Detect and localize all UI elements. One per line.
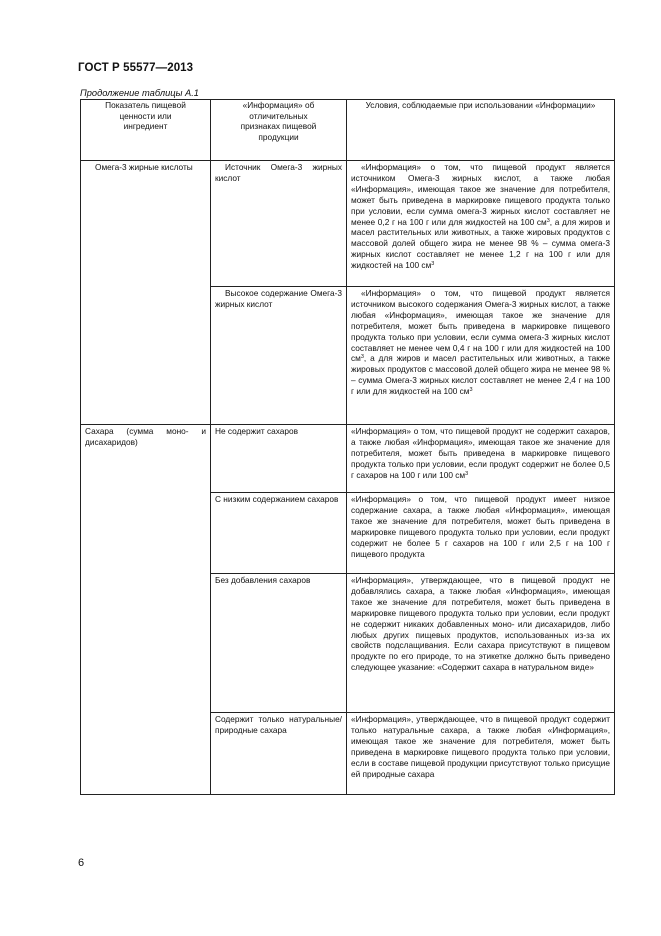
condition-cell: «Информация» о том, что пищевой продукт является источником высокого содержания Омега-3 жирных кислот, а также любая «Информация», имеющая такое же значение для потребителя, может быть приведена в маркировке пищевого продукта только при условии, если сумма омега-3 жирных кислот составляет не менее чем 0,4 г на 100 г или для жидкостей на 100 $см^3$, а для жиров и масел растительных или животных, а также жировых продуктов с массовой долей общего жира не менее 98 % – сумма Омега-3 жирных кислот составляет не менее 2,4 г на 100 г или для жидкостей на 100 $см^3$ <box>347 287 615 425</box>
table-caption: Продолжение таблицы А.1 <box>80 88 199 98</box>
requirements-table <box>80 99 615 795</box>
condition-cell: «Информация», утверждающее, что в пищевой продукт содержит только натуральные сахара, а также любая «Информация», имеющая такое же значение для потребителя, может быть приведена в маркировке пищевого продукта только при условии, если в составе пищевой продукции присутствуют только присущие ей природные сахара <box>347 713 615 795</box>
page-number: 6 <box>78 857 85 869</box>
claim-cell: Не содержит сахаров <box>211 425 347 493</box>
claim-cell: Источник Омега-3 жирных кислот <box>211 161 347 287</box>
column-header-claim: «Информация» об отличительных признаках пищевой продукции <box>211 100 347 161</box>
table-row <box>81 161 615 287</box>
claim-cell: Высокое содержание Омега-3 жирных кислот <box>211 287 347 425</box>
condition-cell: «Информация» о том, что пищевой продукт не содержит сахаров, а также любая «Информация», имеющая такое же значение для потребителя, может быть приведена в маркировке пищевого продукта только при условии, если продукт содержит не более 0,5 г сахаров на 100 г или 100 $см^3$ <box>347 425 615 493</box>
document-header: ГОСТ Р 55577—2013 <box>78 62 194 74</box>
claim-cell: Без добавления сахаров <box>211 574 347 713</box>
indicator-cell: Омега-3 жирные кислоты <box>81 161 211 425</box>
condition-cell: «Информация», утверждающее, что в пищевой продукт не добавлялись сахара, а также любая «Информация», имеющая такое же значение для потребителя, может быть приведена в маркировке пищевого продукта только при условии, если продукт не содержит никаких добавленных моно- или дисахаридов, либо любых других пищевых продуктов, использованных из-за их свойств подслащивания. Если сахара присутствуют в пищевом продукте по его природе, то на этикетке должно быть приведено следующее указание: «Содержит сахара в натуральном виде» <box>347 574 615 713</box>
column-header-indicator: Показатель пищевой ценности или ингредиент <box>81 100 211 161</box>
claim-cell: Содержит только натуральные/природные сахара <box>211 713 347 795</box>
condition-cell: «Информация» о том, что пищевой продукт имеет низкое содержание сахара, а также любая «Информация», имеющая такое же значение для потребителя, может быть приведена в маркировке пищевого продукта только при условии, если продукт содержит не более 5 г сахаров на 100 г или 2,5 г на 100 г пищевого продукта <box>347 493 615 574</box>
claim-cell: С низким содержанием сахаров <box>211 493 347 574</box>
indicator-cell: Сахара (сумма моно- и дисахаридов) <box>81 425 211 795</box>
table-header-row <box>81 100 615 161</box>
column-header-conditions: Условия, соблюдаемые при использовании «Информации» <box>347 100 615 161</box>
condition-cell: «Информация» о том, что пищевой продукт является источником Омега-3 жирных кислот, а также любая «Информация», имеющая такое же значение для потребителя, может быть приведена в маркировке пищевого продукта только при условии, если сумма омега-3 жирных кислот составляет не менее 0,2 г на 100 г или для жидкостей на 100 $см^3$, а для жиров и масел растительных или животных, а также жировых продуктов с массовой долей общего жира не менее 98 % – сумма омега-3 жирных кислот составляет не менее 1,2 г на 100 г или для жидкостей на 100 $см^3$ <box>347 161 615 287</box>
table-row <box>81 425 615 493</box>
